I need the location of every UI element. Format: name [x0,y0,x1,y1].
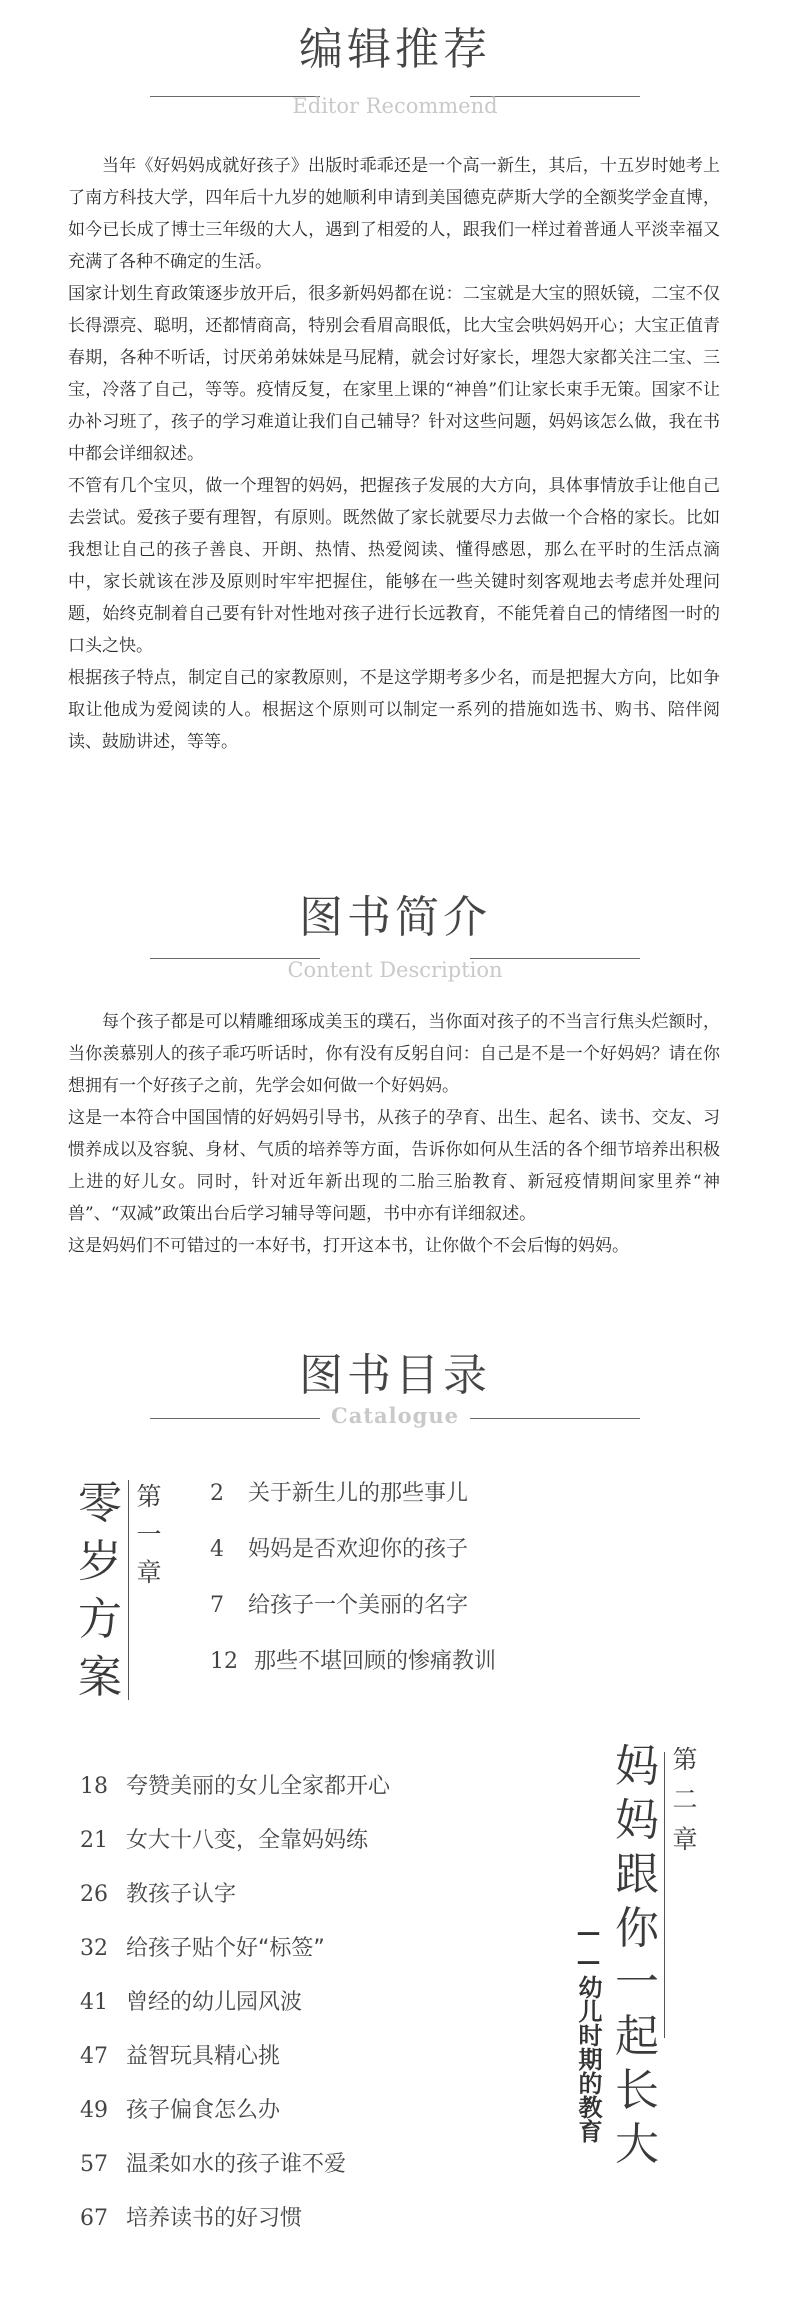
paragraph: 国家计划生育政策逐步放开后，很多新妈妈都在说：二宝就是大宝的照妖镜，二宝不仅长得漂亮、聪明，还都情商高，特别会看眉高眼低，比大宝会哄妈妈开心；大宝正值青春期，各种不听话，讨厌弟弟妹妹是马屁精，就会讨好家长，埋怨大家都关注二宝、三宝，冷落了自己，等等。疫情反复，在家里上课的“神兽”们让家长束手无策。国家不让办补习班了，孩子的学习难道让我们自己辅导？针对这些问题，妈妈该怎么做，我在书中都会详细叙述。 [68,284,720,464]
toc-item[interactable] [80,2150,346,2180]
toc-item[interactable] [80,2096,280,2126]
toc-page: 18 [80,1774,108,1799]
section-title: 图书目录 [299,1350,491,1401]
section-subtitle: Editor Recommend [292,94,498,118]
toc-title: 培养读书的好习惯 [126,2206,303,2231]
chapter1-divider [128,1480,129,1700]
toc-item[interactable] [80,1826,368,1856]
toc-title: 温柔如水的孩子谁不爱 [126,2152,347,2177]
chapter2-divider [664,1752,665,2038]
chapter2-title-text: 妈妈跟你一起长大 [615,1741,659,2170]
chapter2-subtitle-text: ——幼儿时期的教育 [574,1917,603,2143]
chapter2-title [612,1740,662,2172]
paragraph: 当年《好妈妈成就好孩子》出版时乖乖还是一个高一新生，其后，十五岁时她考上了南方科技大学，四年后十九岁的她顺利申请到美国德克萨斯大学的全额奖学金直博，如今已长成了博士三年级的大人，遇到了相爱的人，跟我们一样过着普通人平淡幸福又充满了各种不确定的生活。 [68,156,720,272]
toc-page: 67 [80,2206,108,2231]
toc-item[interactable] [80,1772,390,1802]
toc-page: 47 [80,2044,108,2069]
toc-item[interactable] [210,1647,496,1677]
toc-item[interactable] [80,1988,302,2018]
section-intro-header [0,892,790,944]
chapter2-subtitle [573,1880,603,2180]
section-title: 编辑推荐 [299,24,491,75]
toc-title: 教孩子认字 [126,1882,237,1907]
toc-page: 57 [80,2152,108,2177]
chapter2-label [670,1740,700,1860]
chapter1-title [72,1475,128,1707]
chapter1-label [134,1478,164,1592]
toc-title: 给孩子贴个好“标签” [126,1936,325,1961]
toc-page: 49 [80,2098,108,2123]
toc-title: 曾经的幼儿园风波 [126,1990,303,2015]
section-subtitle: Catalogue [331,1403,459,1428]
toc-title: 妈妈是否欢迎你的孩子 [248,1537,469,1562]
toc-page: 12 [210,1649,238,1674]
toc-title: 关于新生儿的那些事儿 [248,1481,469,1506]
section-title: 图书简介 [299,892,491,943]
chapter1-label-text: 第一章 [136,1482,162,1587]
toc-page: 7 [210,1593,224,1618]
chapter2-label-text: 第二章 [672,1745,698,1854]
toc-title: 那些不堪回顾的惨痛教训 [254,1649,497,1674]
toc-title: 给孩子一个美丽的名字 [248,1593,469,1618]
content-description-text [68,1006,720,1262]
section-subtitle: Content Description [287,958,503,982]
toc-title: 益智玩具精心挑 [126,2044,281,2069]
paragraph: 不管有几个宝贝，做一个理智的妈妈，把握孩子发展的大方向，具体事情放手让他自己去尝试。爱孩子要有理智，有原则。既然做了家长就要尽力去做一个合格的家长。比如我想让自己的孩子善良、开朗、热情、热爱阅读、懂得感恩，那么在平时的生活点滴中，家长就该在涉及原则时牢牢把握住，能够在一些关键时刻客观地去考虑并处理问题，始终克制着自己要有针对性地对孩子进行长远教育，不能凭着自己的情绪图一时的口头之快。 [68,476,720,656]
paragraph: 每个孩子都是可以精雕细琢成美玉的璞石，当你面对孩子的不当言行焦头烂额时，当你羡慕别人的孩子乖巧听话时，你有没有反躬自问：自己是不是一个好妈妈？请在你想拥有一个好孩子之前，先学会如何做一个好妈妈。 [68,1012,720,1096]
toc-title: 孩子偏食怎么办 [126,2098,281,2123]
paragraph: 这是一本符合中国国情的好妈妈引导书，从孩子的孕育、出生、起名、读书、交友、习惯养成以及容貌、身材、气质的培养等方面，告诉你如何从生活的各个细节培养出积极上进的好儿女。同时，针对近年新出现的二胎三胎教育、新冠疫情期间家里养“神兽”、“双减”政策出台后学习辅导等问题，书中亦有详细叙述。 [68,1108,720,1224]
toc-page: 2 [210,1481,224,1506]
toc-title: 夸赞美丽的女儿全家都开心 [126,1774,391,1799]
section-editor-header [0,24,790,76]
section-catalogue-header [0,1350,790,1402]
toc-page: 26 [80,1882,108,1907]
editor-recommend-text [68,150,720,758]
paragraph: 这是妈妈们不可错过的一本好书，打开这本书，让你做个不会后悔的妈妈。 [68,1236,629,1256]
toc-title: 女大十八变，全靠妈妈练 [126,1828,369,1853]
toc-item[interactable] [80,2042,280,2072]
toc-page: 32 [80,1936,108,1961]
paragraph: 根据孩子特点，制定自己的家教原则，不是这学期考多少名，而是把握大方向，比如争取让他成为爱阅读的人。根据这个原则可以制定一系列的措施如选书、购书、陪伴阅读、鼓励讲述，等等。 [68,668,720,752]
toc-item[interactable] [210,1535,468,1565]
chapter1-title-text: 零岁方案 [78,1478,122,1703]
toc-item[interactable] [210,1591,468,1621]
toc-page: 4 [210,1537,224,1562]
toc-item[interactable] [80,2204,302,2234]
toc-item[interactable] [210,1479,468,1509]
toc-page: 41 [80,1990,108,2015]
toc-page: 21 [80,1828,108,1853]
toc-item[interactable] [80,1880,236,1910]
toc-item[interactable] [80,1934,325,1964]
